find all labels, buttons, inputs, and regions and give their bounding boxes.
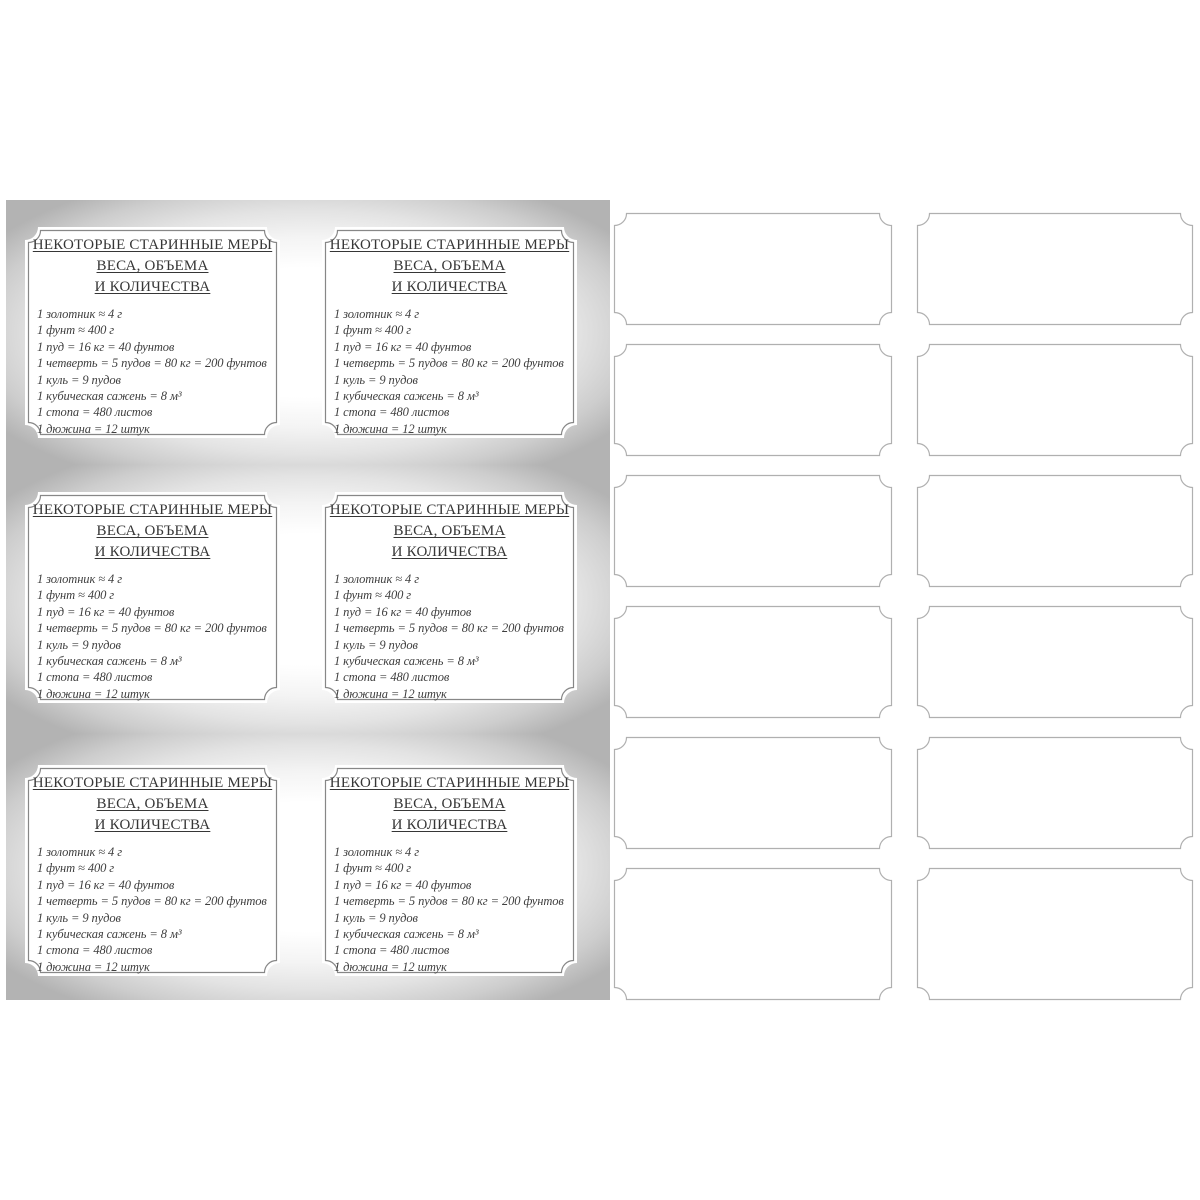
old-measures-card [25, 227, 280, 438]
notched-card-border [914, 210, 1196, 328]
measure-line: 1 фунт ≈ 400 г [37, 588, 115, 603]
card-content [322, 492, 577, 702]
blank-label-card [914, 341, 1196, 459]
card-title-line: ВЕСА, ОБЪЕМА [393, 796, 506, 812]
measure-line: 1 кубическая сажень = 8 м³ [37, 389, 182, 404]
measure-line: 1 пуд = 16 кг = 40 фунтов [37, 339, 175, 354]
notched-card-border [611, 210, 895, 328]
card-title-line: НЕКОТОРЫЕ СТАРИННЫЕ МЕРЫ [32, 775, 273, 791]
card-content [25, 227, 280, 437]
card-title-line: ВЕСА, ОБЪЕМА [393, 523, 506, 539]
card-title-line: ВЕСА, ОБЪЕМА [96, 796, 209, 812]
measure-line: 1 пуд = 16 кг = 40 фунтов [334, 877, 472, 892]
card-title-line: НЕКОТОРЫЕ СТАРИННЫЕ МЕРЫ [329, 502, 570, 518]
blank-label-card [914, 734, 1196, 852]
card-title-line: И КОЛИЧЕСТВА [391, 544, 508, 560]
card-title [322, 773, 577, 836]
measure-line: 1 фунт ≈ 400 г [37, 861, 115, 876]
measure-line: 1 дюжина = 12 штук [334, 959, 447, 974]
measure-line: 1 дюжина = 12 штук [334, 421, 447, 436]
measure-line: 1 стопа = 480 листов [334, 670, 450, 685]
measure-line: 1 дюжина = 12 штук [37, 686, 150, 701]
notched-card-border [611, 865, 895, 1003]
measure-line: 1 куль = 9 пудов [37, 637, 121, 652]
measure-line: 1 пуд = 16 кг = 40 фунтов [37, 877, 175, 892]
measure-line: 1 куль = 9 пудов [334, 637, 418, 652]
card-content [322, 765, 577, 975]
card-title-line: И КОЛИЧЕСТВА [94, 817, 211, 833]
measure-line: 1 кубическая сажень = 8 м³ [334, 389, 479, 404]
measure-line: 1 куль = 9 пудов [334, 910, 418, 925]
notched-card-border [611, 603, 895, 721]
measure-line: 1 четверть = 5 пудов = 80 кг = 200 фунтов [334, 356, 564, 371]
card-title-line: НЕКОТОРЫЕ СТАРИННЫЕ МЕРЫ [329, 237, 570, 253]
measure-line: 1 куль = 9 пудов [334, 372, 418, 387]
measure-line: 1 стопа = 480 листов [37, 405, 153, 420]
card-title-line: НЕКОТОРЫЕ СТАРИННЫЕ МЕРЫ [32, 502, 273, 518]
measure-line: 1 фунт ≈ 400 г [334, 588, 412, 603]
measure-line: 1 четверть = 5 пудов = 80 кг = 200 фунтов [37, 894, 267, 909]
notched-card-border [611, 472, 895, 590]
measures-list [322, 844, 577, 975]
card-title [25, 500, 280, 563]
measure-line: 1 фунт ≈ 400 г [334, 861, 412, 876]
measure-line: 1 фунт ≈ 400 г [334, 323, 412, 338]
card-content [25, 765, 280, 975]
notched-card-border [914, 734, 1196, 852]
card-title-line: ВЕСА, ОБЪЕМА [96, 523, 209, 539]
measure-line: 1 пуд = 16 кг = 40 фунтов [334, 604, 472, 619]
measure-line: 1 стопа = 480 листов [37, 943, 153, 958]
measure-line: 1 пуд = 16 кг = 40 фунтов [334, 339, 472, 354]
measures-list [25, 571, 280, 702]
card-title-line: И КОЛИЧЕСТВА [94, 544, 211, 560]
card-title [322, 500, 577, 563]
card-title [25, 235, 280, 298]
measure-line: 1 фунт ≈ 400 г [37, 323, 115, 338]
notched-card-border [914, 865, 1196, 1003]
measure-line: 1 кубическая сажень = 8 м³ [37, 927, 182, 942]
card-title-line: НЕКОТОРЫЕ СТАРИННЫЕ МЕРЫ [32, 237, 273, 253]
blank-label-card [611, 210, 895, 328]
old-measures-card [322, 492, 577, 703]
measure-line: 1 дюжина = 12 штук [334, 686, 447, 701]
measures-list [25, 306, 280, 437]
old-measures-card [322, 227, 577, 438]
old-measures-card [25, 492, 280, 703]
measure-line: 1 дюжина = 12 штук [37, 959, 150, 974]
measure-line: 1 кубическая сажень = 8 м³ [37, 654, 182, 669]
blank-label-card [914, 865, 1196, 1003]
notched-card-border [611, 341, 895, 459]
card-title [25, 773, 280, 836]
measure-line: 1 куль = 9 пудов [37, 910, 121, 925]
blank-label-card [611, 734, 895, 852]
measure-line: 1 пуд = 16 кг = 40 фунтов [37, 604, 175, 619]
card-content [25, 492, 280, 702]
filled-cards-grid [25, 227, 577, 976]
measures-list [322, 306, 577, 437]
measure-line: 1 стопа = 480 листов [334, 405, 450, 420]
measure-line: 1 стопа = 480 листов [334, 943, 450, 958]
measure-line: 1 куль = 9 пудов [37, 372, 121, 387]
blank-label-card [611, 603, 895, 721]
measures-list [322, 571, 577, 702]
card-title-line: НЕКОТОРЫЕ СТАРИННЫЕ МЕРЫ [329, 775, 570, 791]
measures-list [25, 844, 280, 975]
old-measures-card [25, 765, 280, 976]
notched-card-border [914, 472, 1196, 590]
blank-label-card [914, 603, 1196, 721]
card-title-line: И КОЛИЧЕСТВА [94, 279, 211, 295]
measure-line: 1 золотник ≈ 4 г [37, 845, 122, 859]
card-title-line: ВЕСА, ОБЪЕМА [96, 258, 209, 274]
blank-label-card [914, 472, 1196, 590]
measure-line: 1 четверть = 5 пудов = 80 кг = 200 фунтов [334, 621, 564, 636]
card-title-line: ВЕСА, ОБЪЕМА [393, 258, 506, 274]
notched-card-border [611, 734, 895, 852]
blank-label-card [611, 865, 895, 1003]
measure-line: 1 четверть = 5 пудов = 80 кг = 200 фунтов [37, 621, 267, 636]
measure-line: 1 четверть = 5 пудов = 80 кг = 200 фунтов [37, 356, 267, 371]
measure-line: 1 золотник ≈ 4 г [334, 307, 419, 321]
old-measures-card [322, 765, 577, 976]
blank-label-card [611, 472, 895, 590]
blank-labels-grid [611, 210, 1196, 1003]
measure-line: 1 золотник ≈ 4 г [334, 845, 419, 859]
measure-line: 1 стопа = 480 листов [37, 670, 153, 685]
measure-line: 1 кубическая сажень = 8 м³ [334, 927, 479, 942]
notched-card-border [914, 603, 1196, 721]
notched-card-border [914, 341, 1196, 459]
measure-line: 1 кубическая сажень = 8 м³ [334, 654, 479, 669]
measure-line: 1 четверть = 5 пудов = 80 кг = 200 фунтов [334, 894, 564, 909]
card-title-line: И КОЛИЧЕСТВА [391, 279, 508, 295]
card-content [322, 227, 577, 437]
card-title-line: И КОЛИЧЕСТВА [391, 817, 508, 833]
measure-line: 1 дюжина = 12 штук [37, 421, 150, 436]
blank-label-card [611, 341, 895, 459]
card-title [322, 235, 577, 298]
blank-label-card [914, 210, 1196, 328]
measure-line: 1 золотник ≈ 4 г [334, 572, 419, 586]
measure-line: 1 золотник ≈ 4 г [37, 572, 122, 586]
measure-line: 1 золотник ≈ 4 г [37, 307, 122, 321]
